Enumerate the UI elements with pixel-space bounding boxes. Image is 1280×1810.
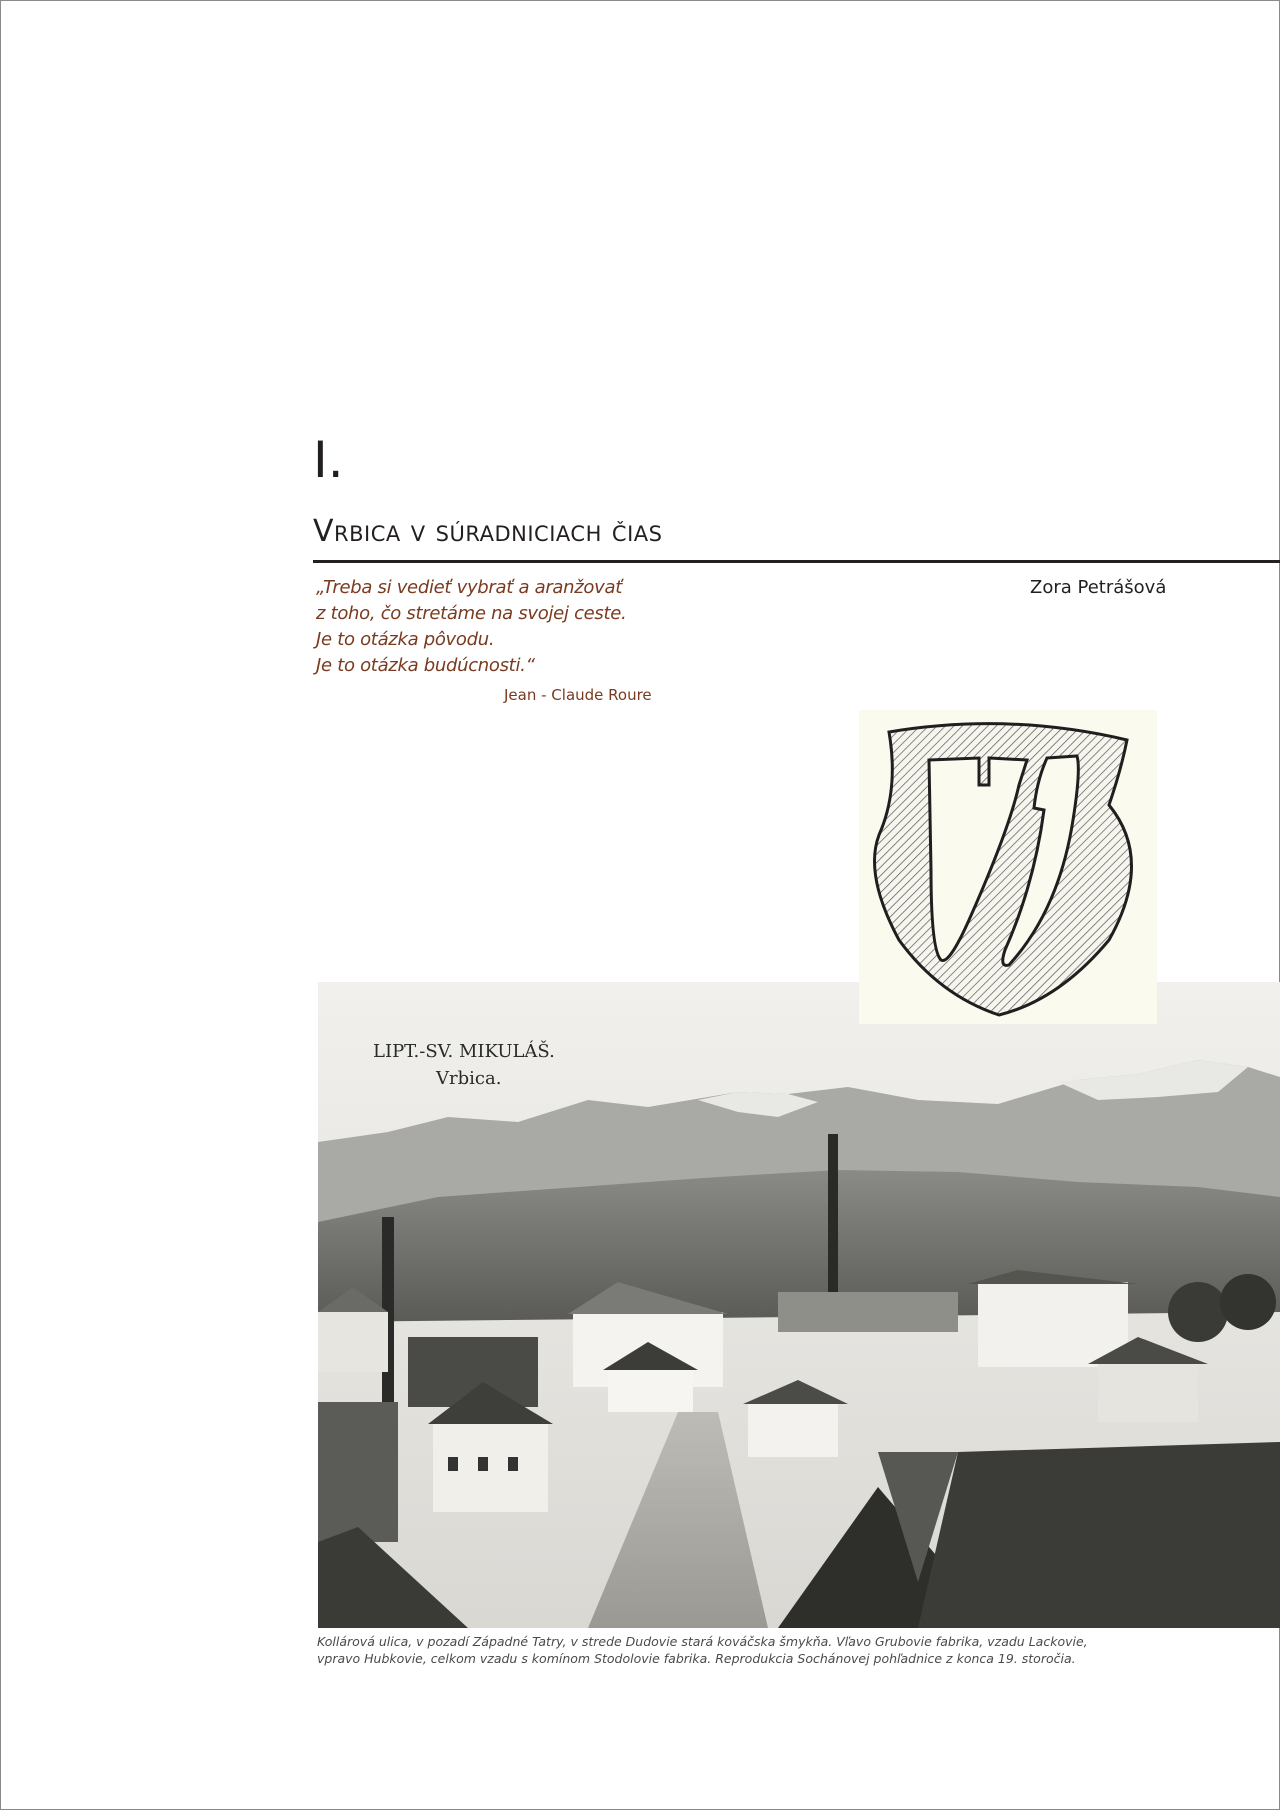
epigraph-line: Je to otázka budúcnosti.“: [316, 655, 535, 676]
coat-of-arms: [859, 710, 1157, 1024]
epigraph-line: „Treba si vedieť vybrať a aranžovať: [316, 577, 622, 598]
chapter-number: I.: [313, 431, 344, 489]
epigraph-line: z toho, čo stretáme na svojej ceste.: [316, 603, 627, 624]
caption-line: vpravo Hubkovie, celkom vzadu s komínom Stodolovie fabrika. Reprodukcia Sochánovej pohľadnice z konca 19. storočia.: [317, 1651, 1076, 1666]
photo-caption: [317, 1633, 1277, 1667]
postcard-label: LIPT.-SV. MIKULÁŠ.: [373, 1041, 555, 1062]
article-author: Zora Petrášová: [1030, 577, 1167, 598]
chapter-title: Vrbica v súradniciach čias: [313, 514, 663, 549]
postcard-label: Vrbica.: [436, 1068, 502, 1089]
epigraph: [316, 575, 736, 679]
caption-line: Kollárová ulica, v pozadí Západné Tatry, v strede Dudovie stará kováčska šmykňa. Vľavo Grubovie fabrika, vzadu Lackovie,: [317, 1634, 1088, 1649]
postcard-photo: [318, 982, 1280, 1628]
epigraph-author: Jean - Claude Roure: [504, 686, 652, 704]
epigraph-line: Je to otázka pôvodu.: [316, 629, 495, 650]
title-rule: [313, 560, 1280, 563]
